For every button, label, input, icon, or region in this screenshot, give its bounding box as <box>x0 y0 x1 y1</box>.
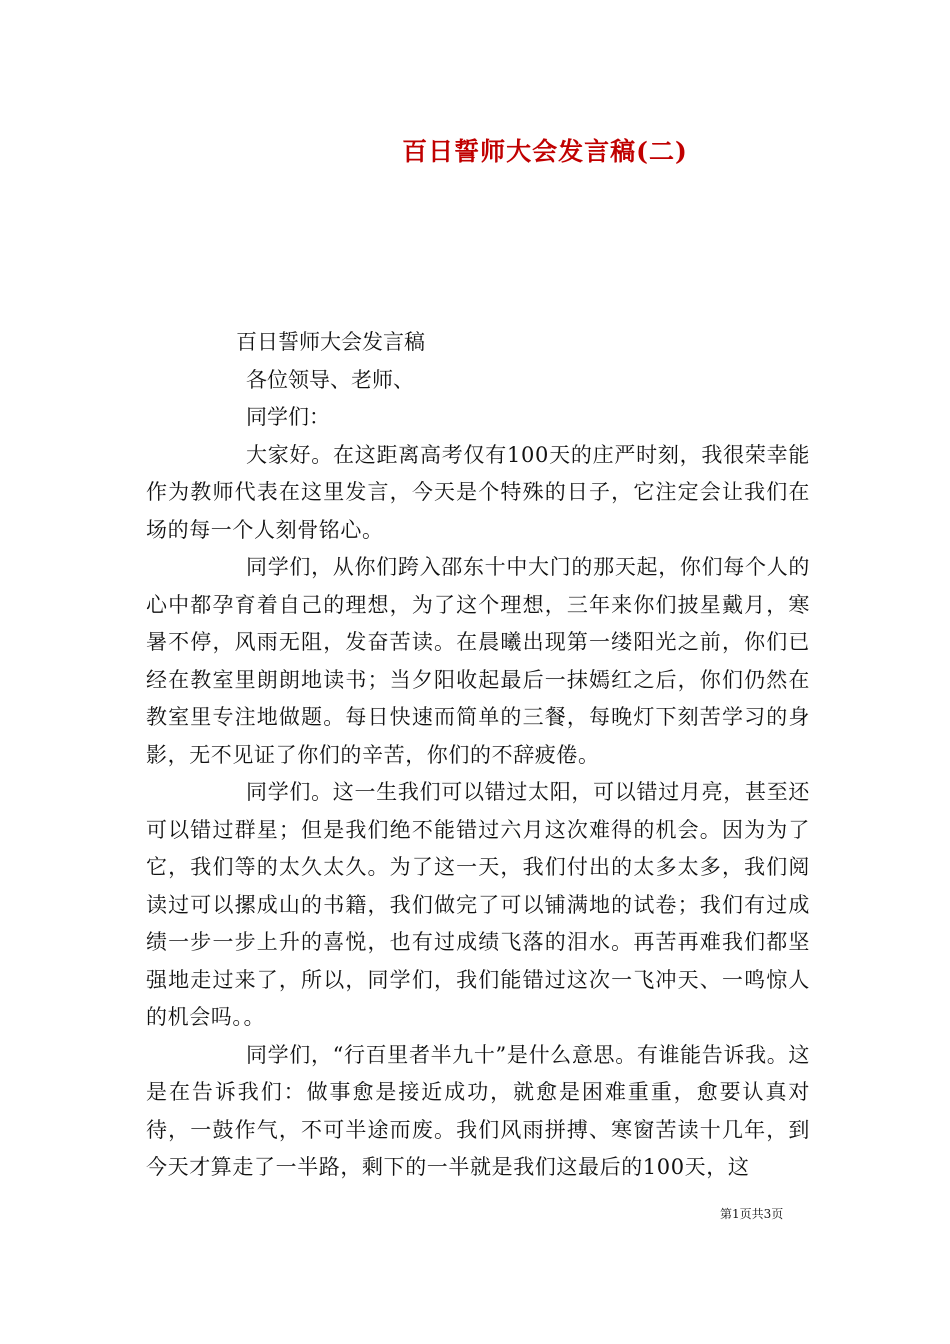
paragraph-4: 同学们，“行百里者半九十”是什么意思。有谁能告诉我。这是在告诉我们：做事愈是接近成功，就愈是困难重重，愈要认真对待，一鼓作气，不可半途而废。我们风雨拼搏、寒窗苦读十几年，到今天才算走了一半路，剩下的一半就是我们这最后的100天，这 <box>146 1042 810 1179</box>
body-text <box>146 324 810 1187</box>
salutation-line-1: 各位领导、老师、 <box>246 367 414 392</box>
paragraph-1: 大家好。在这距离高考仅有100天的庄严时刻，我很荣幸能作为教师代表在这里发言，今天是个特殊的日子，它注定会让我们在场的每一个人刻骨铭心。 <box>146 442 810 542</box>
paragraph-2: 同学们，从你们跨入邵东十中大门的那天起，你们每个人的心中都孕育着自己的理想，为了这个理想，三年来你们披星戴月，寒暑不停，风雨无阻，发奋苦读。在晨曦出现第一缕阳光之前，你们已经在教室里朗朗地读书；当夕阳收起最后一抹嫣红之后，你们仍然在教室里专注地做题。每日快速而简单的三餐，每晚灯下刻苦学习的身影，无不见证了你们的辛苦，你们的不辞疲倦。 <box>146 555 810 767</box>
paragraph-3: 同学们。这一生我们可以错过太阳，可以错过月亮，甚至还可以错过群星；但是我们绝不能错过六月这次难得的机会。因为为了它，我们等的太久太久。为了这一天，我们付出的太多太多，我们阅读过可以摞成山的书籍，我们做完了可以铺满地的试卷；我们有过成绩一步一步上升的喜悦，也有过成绩飞落的泪水。再苦再难我们都坚强地走过来了，所以，同学们，我们能错过这次一飞冲天、一鸣惊人的机会吗。。 <box>146 780 810 1029</box>
page-number: 第1页共3页 <box>720 1207 784 1221</box>
document-title: 百日誓师大会发言稿(二) <box>402 137 688 166</box>
subtitle: 百日誓师大会发言稿 <box>236 330 425 354</box>
salutation-line-2: 同学们： <box>246 405 330 429</box>
